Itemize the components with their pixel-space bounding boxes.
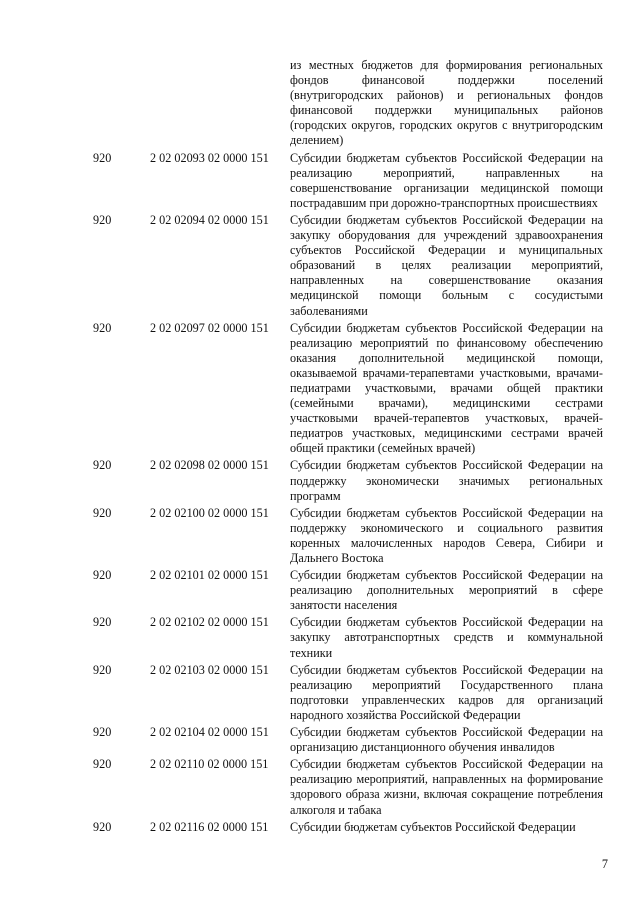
budget-classification-code: 2 02 02110 02 0000 151	[150, 757, 269, 772]
row-description: Субсидии бюджетам субъектов Российской Федерации на реализацию мероприятий, направленных на формирование здорового образа жизни, включая сокращение потребления алкоголя и табака	[290, 757, 603, 817]
admin-code: 920	[93, 615, 112, 630]
admin-code: 920	[93, 757, 112, 772]
row-description: Субсидии бюджетам субъектов Российской Федерации на реализацию мероприятий Государственного плана подготовки управленческих кадров для организаций народного хозяйства Российской Федерации	[290, 662, 603, 722]
table-row	[0, 568, 640, 613]
budget-classification-code: 2 02 02103 02 0000 151	[150, 662, 269, 677]
table-row	[0, 151, 640, 211]
row-description: Субсидии бюджетам субъектов Российской Федерации на закупку оборудования для учреждений здравоохранения субъектов Российской Федерации и муниципальных образований в целях реализации мероприятий, направленных на совершенствование оказания медицинской помощи больным с сосудистыми заболеваниями	[290, 212, 603, 318]
budget-classification-code: 2 02 02102 02 0000 151	[150, 615, 269, 630]
row-description: Субсидии бюджетам субъектов Российской Федерации на организацию дистанционного обучения инвалидов	[290, 725, 603, 755]
budget-classification-code: 2 02 02101 02 0000 151	[150, 568, 269, 583]
row-description: Субсидии бюджетам субъектов Российской Федерации на реализацию дополнительных мероприятий в сфере занятости населения	[290, 568, 603, 613]
table-row	[0, 615, 640, 660]
admin-code: 920	[93, 150, 112, 165]
row-description: из местных бюджетов для формирования региональных фондов финансовой поддержки поселений (внутригородских районов) и региональных фондов финансовой поддержки муниципальных районов (городских округов, городских округов с внутригородским делением)	[290, 58, 603, 148]
table-row	[0, 725, 640, 755]
admin-code: 920	[93, 320, 112, 335]
budget-code-table	[0, 58, 640, 837]
row-description: Субсидии бюджетам субъектов Российской Федерации на поддержку экономически значимых региональных программ	[290, 458, 603, 503]
table-row	[0, 213, 640, 319]
row-description: Субсидии бюджетам субъектов Российской Федерации на реализацию мероприятий по финансовому обеспечению оказания дополнительной медицинской помощи, оказываемой врачами-терапевтами участковыми, врачами-педиатрами участковыми, врачами общей практики (семейными врачами), медицинскими сестрами участковыми врачей-терапевтов участковых, врачей-педиатров участковых, медицинскими сестрами врачей общей практики (семейных врачей)	[290, 320, 603, 456]
row-description: Субсидии бюджетам субъектов Российской Федерации на реализацию мероприятий, направленных на совершенствование организации медицинской помощи пострадавшим при дорожно-транспортных происшествиях	[290, 150, 603, 210]
admin-code: 920	[93, 568, 112, 583]
budget-classification-code: 2 02 02094 02 0000 151	[150, 212, 269, 227]
budget-classification-code: 2 02 02104 02 0000 151	[150, 725, 269, 740]
table-row	[0, 458, 640, 503]
budget-classification-code: 2 02 02116 02 0000 151	[150, 819, 269, 834]
budget-classification-code: 2 02 02100 02 0000 151	[150, 505, 269, 520]
row-description: Субсидии бюджетам субъектов Российской Федерации на поддержку экономического и социального развития коренных малочисленных народов Севера, Сибири и Дальнего Востока	[290, 505, 603, 565]
admin-code: 920	[93, 725, 112, 740]
row-description: Субсидии бюджетам субъектов Российской Федерации на закупку автотранспортных средств и коммунальной техники	[290, 615, 603, 660]
table-row	[0, 506, 640, 566]
admin-code: 920	[93, 212, 112, 227]
budget-classification-code: 2 02 02098 02 0000 151	[150, 458, 269, 473]
table-row	[0, 757, 640, 817]
admin-code: 920	[93, 819, 112, 834]
budget-classification-code: 2 02 02093 02 0000 151	[150, 150, 269, 165]
row-description: Субсидии бюджетам субъектов Российской Федерации	[290, 819, 576, 834]
table-row	[0, 663, 640, 723]
budget-classification-code: 2 02 02097 02 0000 151	[150, 320, 269, 335]
admin-code: 920	[93, 505, 112, 520]
table-row	[0, 820, 640, 835]
table-row	[0, 58, 640, 149]
admin-code: 920	[93, 662, 112, 677]
page-number: 7	[601, 857, 608, 871]
table-row	[0, 321, 640, 457]
admin-code: 920	[93, 458, 112, 473]
